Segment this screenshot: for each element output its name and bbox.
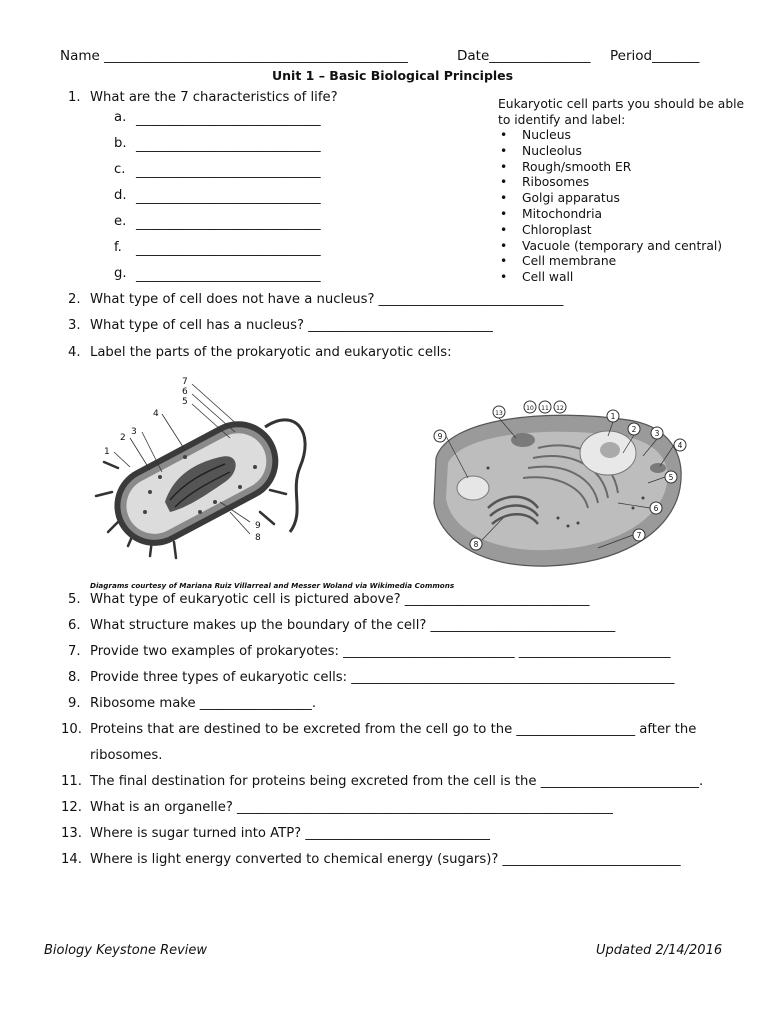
answer-letter: e. xyxy=(114,214,127,229)
diagram-caption: Diagrams courtesy of Mariana Ruiz Villarreal and Messer Woland via Wikimedia Commons xyxy=(90,581,455,590)
cell-parts-intro: Eukaryotic cell parts you should be able xyxy=(498,97,745,111)
question-text[interactable]: What type of cell has a nucleus? ____________________________ xyxy=(90,318,493,333)
svg-text:4: 4 xyxy=(153,409,159,419)
question-number: 14. xyxy=(61,852,82,867)
question-number: 2. xyxy=(68,292,81,307)
footer-left: Biology Keystone Review xyxy=(44,943,208,958)
page-title: Unit 1 – Basic Biological Principles xyxy=(272,68,514,83)
answer-blank[interactable]: ____________________________ xyxy=(136,242,321,257)
question-number: 4. xyxy=(68,345,81,360)
svg-text:2: 2 xyxy=(120,433,126,443)
question-text[interactable]: Where is sugar turned into ATP? ____________________________ xyxy=(90,826,490,841)
svg-text:8: 8 xyxy=(255,533,261,543)
question-text[interactable]: What type of cell does not have a nucleus? ____________________________ xyxy=(90,292,564,307)
footer-right: Updated 2/14/2016 xyxy=(596,943,723,958)
question-number: 12. xyxy=(61,800,82,815)
list-item: • Ribosomes xyxy=(498,175,722,191)
answer-letter: g. xyxy=(114,266,127,281)
question-number: 1. xyxy=(68,90,81,105)
answer-letter: d. xyxy=(114,188,127,203)
svg-text:3: 3 xyxy=(654,429,660,438)
answer-letter: b. xyxy=(114,136,127,151)
svg-text:10: 10 xyxy=(526,405,534,412)
answer-blank[interactable]: ____________________________ xyxy=(136,164,321,179)
question-number: 13. xyxy=(61,826,82,841)
question-number: 7. xyxy=(68,644,81,659)
cell-parts-list xyxy=(498,128,722,286)
question-text[interactable]: Ribosome make _________________. xyxy=(90,696,317,711)
answer-blank[interactable]: ____________________________ xyxy=(136,216,321,231)
svg-text:7: 7 xyxy=(636,531,642,540)
list-item: • Nucleus xyxy=(498,128,722,144)
svg-text:8: 8 xyxy=(473,540,479,549)
answer-blank[interactable]: ____________________________ xyxy=(136,268,321,283)
list-item: • Rough/smooth ER xyxy=(498,160,722,176)
list-item: • Cell membrane xyxy=(498,254,722,270)
svg-text:6: 6 xyxy=(653,504,659,513)
question-text[interactable]: Where is light energy converted to chemical energy (sugars)? ___________________________ xyxy=(90,852,681,867)
question-text[interactable]: Provide two examples of prokaryotes: __________________________ _______________________ xyxy=(90,644,671,659)
svg-text:4: 4 xyxy=(677,441,683,450)
list-item: • Cell wall xyxy=(498,270,722,286)
eukaryotic-cell-diagram xyxy=(428,398,690,568)
question-text[interactable]: What is an organelle? _________________________________________________________ xyxy=(90,800,613,815)
list-item: • Chloroplast xyxy=(498,223,722,239)
prokaryotic-cell-diagram xyxy=(90,372,330,564)
question-number: 6. xyxy=(68,618,81,633)
question-text[interactable]: Provide three types of eukaryotic cells: _________________________________________________ xyxy=(90,670,675,685)
svg-text:12: 12 xyxy=(556,405,564,412)
svg-text:5: 5 xyxy=(182,397,188,407)
question-number: 8. xyxy=(68,670,81,685)
question-number: 5. xyxy=(68,592,81,607)
svg-text:7: 7 xyxy=(182,377,188,387)
cell-parts-intro: to identify and label: xyxy=(498,113,626,127)
svg-text:1: 1 xyxy=(610,412,616,421)
question-text[interactable]: What structure makes up the boundary of the cell? ____________________________ xyxy=(90,618,616,633)
list-item: • Vacuole (temporary and central) xyxy=(498,239,722,255)
question-text: What are the 7 characteristics of life? xyxy=(90,90,338,105)
question-text: Label the parts of the prokaryotic and eukaryotic cells: xyxy=(90,345,452,360)
question-text[interactable]: The final destination for proteins being excreted from the cell is the ________________________. xyxy=(90,774,704,789)
svg-text:9: 9 xyxy=(255,521,261,531)
question-text[interactable]: What type of eukaryotic cell is pictured above? ____________________________ xyxy=(90,592,590,607)
answer-letter: c. xyxy=(114,162,126,177)
svg-text:2: 2 xyxy=(631,425,637,434)
svg-text:13: 13 xyxy=(495,410,503,417)
period-field[interactable]: Period_______ xyxy=(610,48,700,64)
answer-letter: a. xyxy=(114,110,127,125)
list-item: • Nucleolus xyxy=(498,144,722,160)
question-number: 11. xyxy=(61,774,82,789)
list-item: • Mitochondria xyxy=(498,207,722,223)
svg-text:5: 5 xyxy=(668,473,674,482)
question-number: 9. xyxy=(68,696,81,711)
list-item: • Golgi apparatus xyxy=(498,191,722,207)
question-number: 10. xyxy=(61,722,82,737)
question-text[interactable]: Proteins that are destined to be excreted from the cell go to the __________________ after the xyxy=(90,722,697,737)
svg-text:6: 6 xyxy=(182,387,188,397)
question-number: 3. xyxy=(68,318,81,333)
svg-text:11: 11 xyxy=(541,405,549,412)
svg-text:1: 1 xyxy=(104,447,110,457)
date-field[interactable]: Date_______________ xyxy=(457,48,591,64)
question-text: ribosomes. xyxy=(90,748,163,763)
svg-text:3: 3 xyxy=(131,427,137,437)
svg-text:9: 9 xyxy=(437,432,443,441)
answer-blank[interactable]: ____________________________ xyxy=(136,138,321,153)
name-field[interactable]: Name _____________________________________________ xyxy=(60,48,408,64)
answer-letter: f. xyxy=(114,240,122,255)
answer-blank[interactable]: ____________________________ xyxy=(136,112,321,127)
answer-blank[interactable]: ____________________________ xyxy=(136,190,321,205)
